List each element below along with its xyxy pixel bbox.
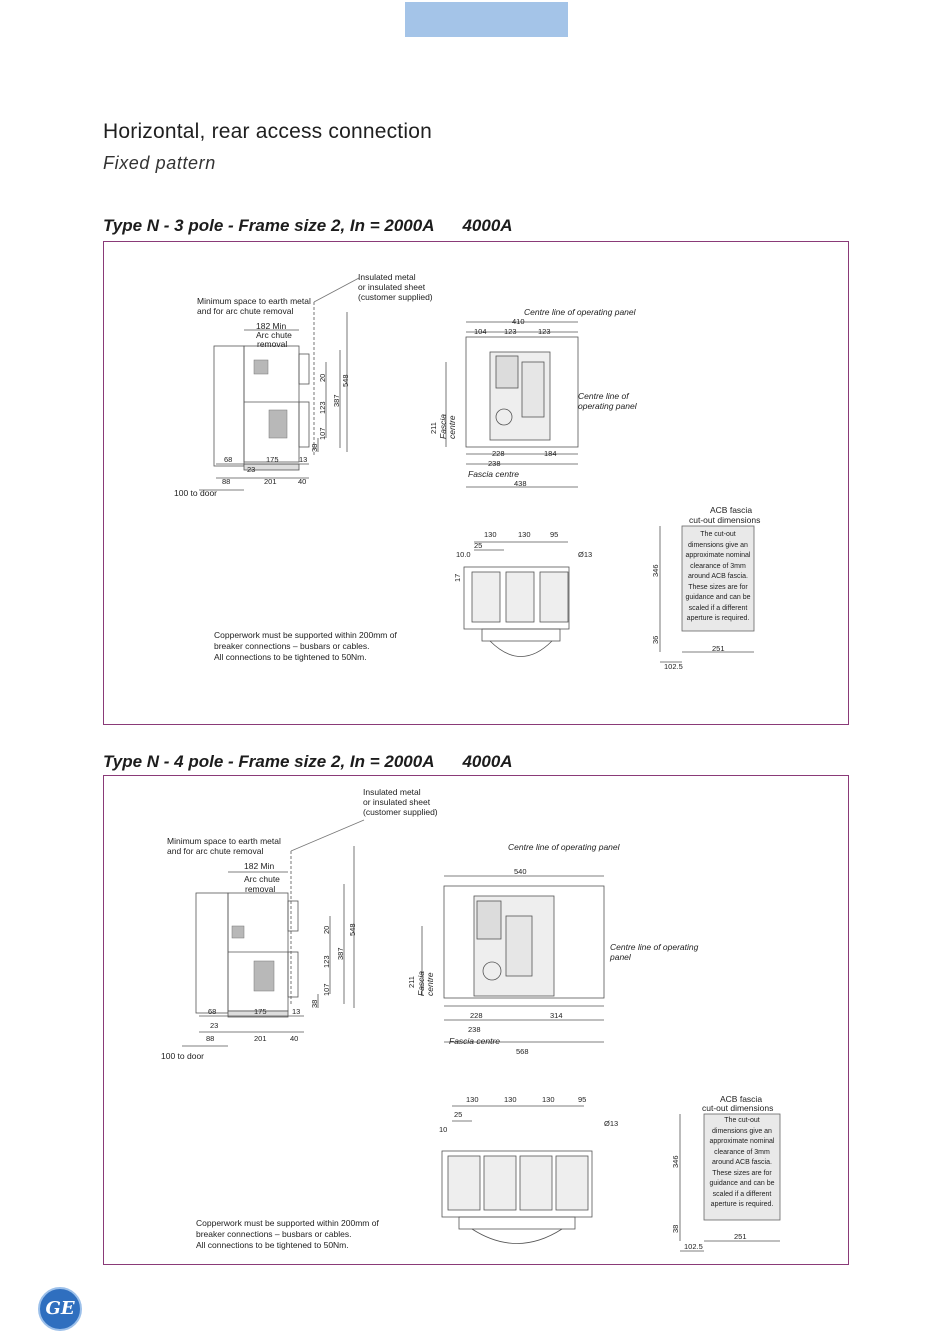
cutout-title-2: cut-out dimensions xyxy=(689,515,761,525)
cutout-note-line: approximate nominal xyxy=(685,552,751,559)
cutout-note-line: dimensions give an xyxy=(688,541,748,549)
to-door-label: 100 to door xyxy=(174,488,218,498)
cutout-note-line: clearance of 3mm xyxy=(690,562,746,570)
phi-label: Ø13 xyxy=(604,1119,619,1128)
dim-c95: 95 xyxy=(550,530,559,539)
dim-228: 228 xyxy=(492,449,505,458)
dim-438: 438 xyxy=(514,479,527,488)
arc-chute-label-2: removal xyxy=(257,339,288,349)
dim-175: 175 xyxy=(266,455,279,464)
dim-88: 88 xyxy=(222,477,231,486)
dim-c130a: 130 xyxy=(484,530,497,539)
dim-c130a: 130 xyxy=(466,1095,479,1104)
dim-40: 40 xyxy=(298,477,307,486)
copper-note-3pole xyxy=(214,630,397,663)
drawing-panel-3pole xyxy=(103,241,849,725)
dim-387: 387 xyxy=(336,947,345,960)
min-space-label-1: Minimum space to earth metal xyxy=(167,836,281,846)
copper-note-line: Copperwork must be supported within 200mm of xyxy=(196,1218,379,1228)
centre-panel-side-1: Centre line of operating xyxy=(610,942,699,952)
copper-note-line: All connections to be tightened to 50Nm. xyxy=(196,1240,349,1250)
fascia-centre-v2: centre xyxy=(425,972,435,996)
fascia-centre-v1: Fascia xyxy=(416,970,426,996)
cutout-note-line: guidance and can be xyxy=(709,1180,775,1187)
fascia-centre-h: Fascia centre xyxy=(468,469,520,479)
dim-36: 36 xyxy=(651,635,660,644)
cutout-note-line: aperture is required. xyxy=(686,615,750,622)
dim-123b: 123 xyxy=(538,327,551,336)
section-title-4pole-text: Type N - 4 pole - Frame size 2, In = 2000A xyxy=(103,752,435,771)
dim-228: 228 xyxy=(470,1011,483,1020)
arc-chute-label-1: Arc chute xyxy=(244,874,280,884)
dim-1025: 102.5 xyxy=(684,1242,703,1251)
copper-note-line: breaker connections – busbars or cables. xyxy=(214,641,370,651)
min182-label: 182 Min xyxy=(244,861,275,871)
to-door-label: 100 to door xyxy=(161,1051,205,1061)
dim-238: 238 xyxy=(488,459,501,468)
drawing-panel-4pole xyxy=(103,775,849,1265)
cutout-title-2: cut-out dimensions xyxy=(702,1103,774,1113)
dim-107: 107 xyxy=(318,427,327,440)
dim-c130c: 130 xyxy=(542,1095,555,1104)
dim-238: 238 xyxy=(468,1025,481,1034)
phi-label: Ø13 xyxy=(578,550,593,559)
fascia-centre-v1: Fascia xyxy=(438,413,448,439)
section-title-3pole-alt: 4000A xyxy=(462,216,513,235)
centre-panel-side-2: panel xyxy=(610,952,631,962)
dim-568: 568 xyxy=(516,1047,529,1056)
dim-201: 201 xyxy=(254,1034,267,1043)
side-body xyxy=(244,346,299,462)
section-title-4pole-alt: 4000A xyxy=(462,752,513,771)
dim-13: 13 xyxy=(292,1007,301,1016)
copper-note-4pole xyxy=(196,1218,379,1251)
dim-175: 175 xyxy=(254,1007,267,1016)
centre-panel-side-1: Centre line of xyxy=(578,391,629,401)
insulated-label-1: Insulated metal xyxy=(358,272,416,282)
side-fascia xyxy=(214,346,244,466)
section-title-3pole-text: Type N - 3 pole - Frame size 2, In = 2000A xyxy=(103,216,435,235)
cutout-title-1: ACB fascia xyxy=(710,505,753,515)
cutout-note-line: These sizes are for xyxy=(688,583,748,591)
copper-note-line: All connections to be tightened to 50Nm. xyxy=(214,652,367,662)
dim-184: 184 xyxy=(544,449,557,458)
dim-123a: 123 xyxy=(504,327,517,336)
dim-410: 410 xyxy=(512,317,525,326)
arc-chute-label-1: Arc chute xyxy=(256,330,292,340)
fascia-centre-v2: centre xyxy=(447,415,457,439)
dim-211: 211 xyxy=(407,976,416,988)
dim-20: 20 xyxy=(322,925,331,934)
dim-346: 346 xyxy=(671,1155,680,1168)
cutout-note-line: The cut-out xyxy=(724,1117,760,1124)
header-tab xyxy=(405,2,568,37)
page-title: Horizontal, rear access connection xyxy=(103,120,432,143)
dim-38: 38 xyxy=(671,1224,680,1233)
insulated-label-3: (customer supplied) xyxy=(358,292,433,302)
dim-c10: 10 xyxy=(439,1125,448,1134)
dim-107: 107 xyxy=(322,983,331,996)
dim-548: 548 xyxy=(348,923,357,936)
page-subtitle: Fixed pattern xyxy=(103,153,216,173)
dim-c25: 25 xyxy=(454,1110,463,1119)
arc-chute-label-2: removal xyxy=(245,884,276,894)
dim-40: 40 xyxy=(290,1034,299,1043)
cutout-note-line: around ACB fascia. xyxy=(712,1159,772,1166)
dim-548: 548 xyxy=(341,374,350,387)
ge-logo xyxy=(38,1287,82,1331)
dim-c17: 17 xyxy=(453,573,462,582)
dim-211: 211 xyxy=(429,422,438,434)
dim-1025: 102.5 xyxy=(664,662,683,671)
min-space-label-1: Minimum space to earth metal xyxy=(197,296,311,306)
dim-251: 251 xyxy=(712,644,725,653)
cutout-title-1: ACB fascia xyxy=(720,1094,763,1104)
dim-38: 38 xyxy=(310,999,319,1008)
dim-88: 88 xyxy=(206,1034,215,1043)
min182-label: 182 Min xyxy=(256,321,287,331)
insulated-label-1: Insulated metal xyxy=(363,787,421,797)
side-fascia xyxy=(196,893,228,1013)
min-space-label-2: and for arc chute removal xyxy=(197,306,294,316)
cutout-note-line: around ACB fascia. xyxy=(688,573,748,580)
dim-251: 251 xyxy=(734,1232,747,1241)
centre-panel-side-2: operating panel xyxy=(578,401,637,411)
copper-note-line: breaker connections – busbars or cables. xyxy=(196,1229,352,1239)
dim-c130b: 130 xyxy=(518,530,531,539)
dim-387: 387 xyxy=(332,394,341,407)
dim-20: 20 xyxy=(318,373,327,382)
ge-logo-text: GE xyxy=(45,1298,75,1319)
dim-314: 314 xyxy=(550,1011,563,1020)
dim-346: 346 xyxy=(651,564,660,577)
cutout-note-line: approximate nominal xyxy=(709,1138,775,1145)
min-space-label-2: and for arc chute removal xyxy=(167,846,264,856)
dim-68: 68 xyxy=(224,455,233,464)
dim-104: 104 xyxy=(474,327,487,336)
cutout-note-line: guidance and can be xyxy=(685,594,751,601)
dim-23: 23 xyxy=(247,465,256,474)
dim-23: 23 xyxy=(210,1021,219,1030)
dim-c10: 10.0 xyxy=(456,550,471,559)
centre-panel-top-label: Centre line of operating panel xyxy=(508,842,620,852)
cutout-note-3pole xyxy=(684,530,752,625)
cutout-note-line: dimensions give an xyxy=(712,1127,772,1135)
cutout-note-line: These sizes are for xyxy=(712,1169,772,1177)
centre-panel-top-label: Centre line of operating panel xyxy=(524,307,636,317)
dim-201: 201 xyxy=(264,477,277,486)
cutout-note-line: scaled if a different xyxy=(712,1190,772,1198)
dim-c95: 95 xyxy=(578,1095,587,1104)
cutout-note-line: aperture is required. xyxy=(710,1201,774,1208)
cutout-note-4pole xyxy=(706,1116,778,1211)
insulated-label-2: or insulated sheet xyxy=(358,282,426,292)
cutout-note-line: The cut-out xyxy=(700,531,736,538)
section-title-4pole xyxy=(103,752,513,772)
cutout-note-line: clearance of 3mm xyxy=(714,1148,770,1156)
fascia-centre-h: Fascia centre xyxy=(449,1036,501,1046)
section-title-3pole xyxy=(103,216,513,236)
dim-540: 540 xyxy=(514,867,527,876)
dim-38: 38 xyxy=(310,443,319,452)
insulated-label-3: (customer supplied) xyxy=(363,807,438,817)
dim-c25: 25 xyxy=(474,541,483,550)
dim-123: 123 xyxy=(322,955,331,968)
dim-68: 68 xyxy=(208,1007,217,1016)
insulated-label-2: or insulated sheet xyxy=(363,797,431,807)
dim-123: 123 xyxy=(318,401,327,414)
dim-13: 13 xyxy=(299,455,308,464)
dim-c130b: 130 xyxy=(504,1095,517,1104)
copper-note-line: Copperwork must be supported within 200mm of xyxy=(214,630,397,640)
cutout-note-line: scaled if a different xyxy=(688,604,748,612)
